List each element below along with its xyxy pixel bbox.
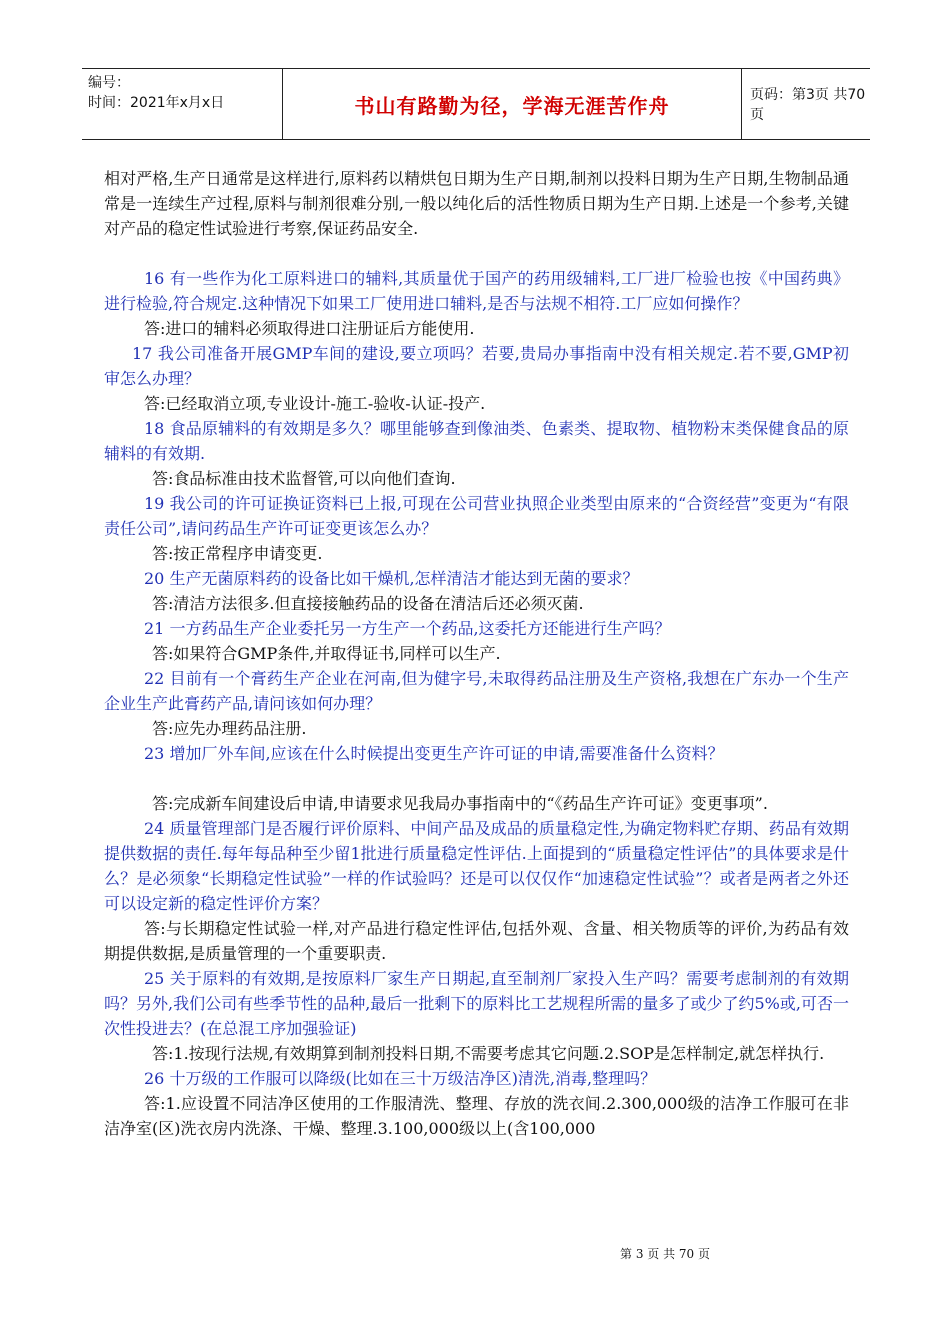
answer-paragraph: 答:与长期稳定性试验一样,对产品进行稳定性评估,包括外观、含量、相关物质等的评价,为药品有效期提供数据,是质量管理的一个重要职责.	[104, 919, 849, 963]
answer-paragraph: 答:清洁方法很多.但直接接触药品的设备在清洁后还必须灭菌.	[152, 594, 584, 613]
header-motto: 书山有路勤为径，学海无涯苦作舟	[354, 93, 670, 118]
question-paragraph: 18 食品原辅料的有效期是多久？哪里能够查到像油类、色素类、提取物、植物粉末类保健食品的原辅料的有效期.	[104, 419, 849, 463]
answer-paragraph: 答:1.应设置不同洁净区使用的工作服清洗、整理、存放的洗衣间.2.300,000级的洁净工作服可在非洁净室(区)洗衣房内洗涤、干燥、整理.3.100,000级以上(含100,000	[104, 1094, 849, 1138]
answer-paragraph: 答:进口的辅料必须取得进口注册证后方能使用.	[144, 319, 475, 338]
footer-page-number: 第 3 页 共 70 页	[620, 1247, 710, 1261]
header-meta	[82, 69, 288, 139]
question-paragraph: 22 目前有一个膏药生产企业在河南,但为健字号,未取得药品注册及生产资格,我想在广东办一个生产企业生产此膏药产品,请问该如何办理？	[104, 669, 849, 713]
answer-paragraph: 答:完成新车间建设后申请,申请要求见我局办事指南中的“《药品生产许可证》变更事项”.	[152, 794, 768, 813]
header-page-cell	[742, 69, 870, 139]
answer-paragraph: 答:如果符合GMP条件,并取得证书,同样可以生产.	[152, 644, 501, 663]
header-number-label: 编号：	[88, 75, 130, 91]
question-paragraph: 16 有一些作为化工原料进口的辅料,其质量优于国产的药用级辅料,工厂进厂检验也按《中国药典》进行检验,符合规定.这种情况下如果工厂使用进口辅料,是否与法规不相符.工厂应如何操作？	[104, 269, 849, 313]
question-paragraph: 26 十万级的工作服可以降级(比如在三十万级洁净区)清洗,消毒,整理吗？	[144, 1069, 657, 1088]
question-paragraph: 23 增加厂外车间,应该在什么时候提出变更生产许可证的申请,需要准备什么资料？	[144, 744, 724, 763]
page-header	[82, 68, 870, 140]
answer-paragraph: 答:按正常程序申请变更.	[152, 544, 323, 563]
answer-paragraph: 答:应先办理药品注册.	[152, 719, 307, 738]
header-time-label: 时间：2021年x月x日	[88, 95, 225, 111]
question-paragraph: 25 关于原料的有效期,是按原料厂家生产日期起,直至制剂厂家投入生产吗？需要考虑制剂的有效期吗？另外,我们公司有些季节性的品种,最后一批剩下的原料比工艺规程所需的量多了或少了约5%或,可否一次性投进去？(在总混工序加强验证)	[104, 969, 849, 1038]
question-paragraph: 21 一方药品生产企业委托另一方生产一个药品,这委托方还能进行生产吗？	[144, 619, 671, 638]
answer-paragraph: 答:已经取消立项,专业设计-施工-验收-认证-投产.	[144, 394, 486, 413]
question-paragraph: 20 生产无菌原料药的设备比如干燥机,怎样清洁才能达到无菌的要求？	[144, 569, 639, 588]
answer-paragraph: 答:食品标准由技术监督管,可以向他们查询.	[152, 469, 456, 488]
question-paragraph: 19 我公司的许可证换证资料已上报,可现在公司营业执照企业类型由原来的“合资经营”变更为“有限责任公司”,请问药品生产许可证变更该怎么办？	[104, 494, 849, 538]
question-paragraph: 17 我公司准备开展GMP车间的建设,要立项吗？若要,贵局办事指南中没有相关规定.若不要,GMP初审怎么办理？	[104, 344, 849, 388]
answer-paragraph: 相对严格,生产日通常是这样进行,原料药以精烘包日期为生产日期,制剂以投料日期为生产日期,生物制品通常是一连续生产过程,原料与制剂很难分别,一般以纯化后的活性物质日期为生产日期.上述是一个参考,关键对产品的稳定性试验进行考察,保证药品安全.	[104, 169, 849, 238]
header-page-label: 页码：第3页 共70页	[750, 87, 866, 123]
answer-paragraph: 答:1.按现行法规,有效期算到制剂投料日期,不需要考虑其它问题.2.SOP是怎样制定,就怎样执行.	[152, 1044, 825, 1063]
header-motto-cell	[282, 69, 742, 139]
question-paragraph: 24 质量管理部门是否履行评价原料、中间产品及成品的质量稳定性,为确定物料贮存期、药品有效期提供数据的责任.每年每品种至少留1批进行质量稳定性评估.上面提到的“质量稳定性评估”的具体要求是什么？是必须象“长期稳定性试验”一样的作试验吗？还是可以仅仅作“加速稳定性试验”？或者是两者之外还可以设定新的稳定性评价方案？	[104, 819, 849, 913]
document-body	[104, 166, 849, 1141]
page-footer	[0, 1245, 950, 1262]
